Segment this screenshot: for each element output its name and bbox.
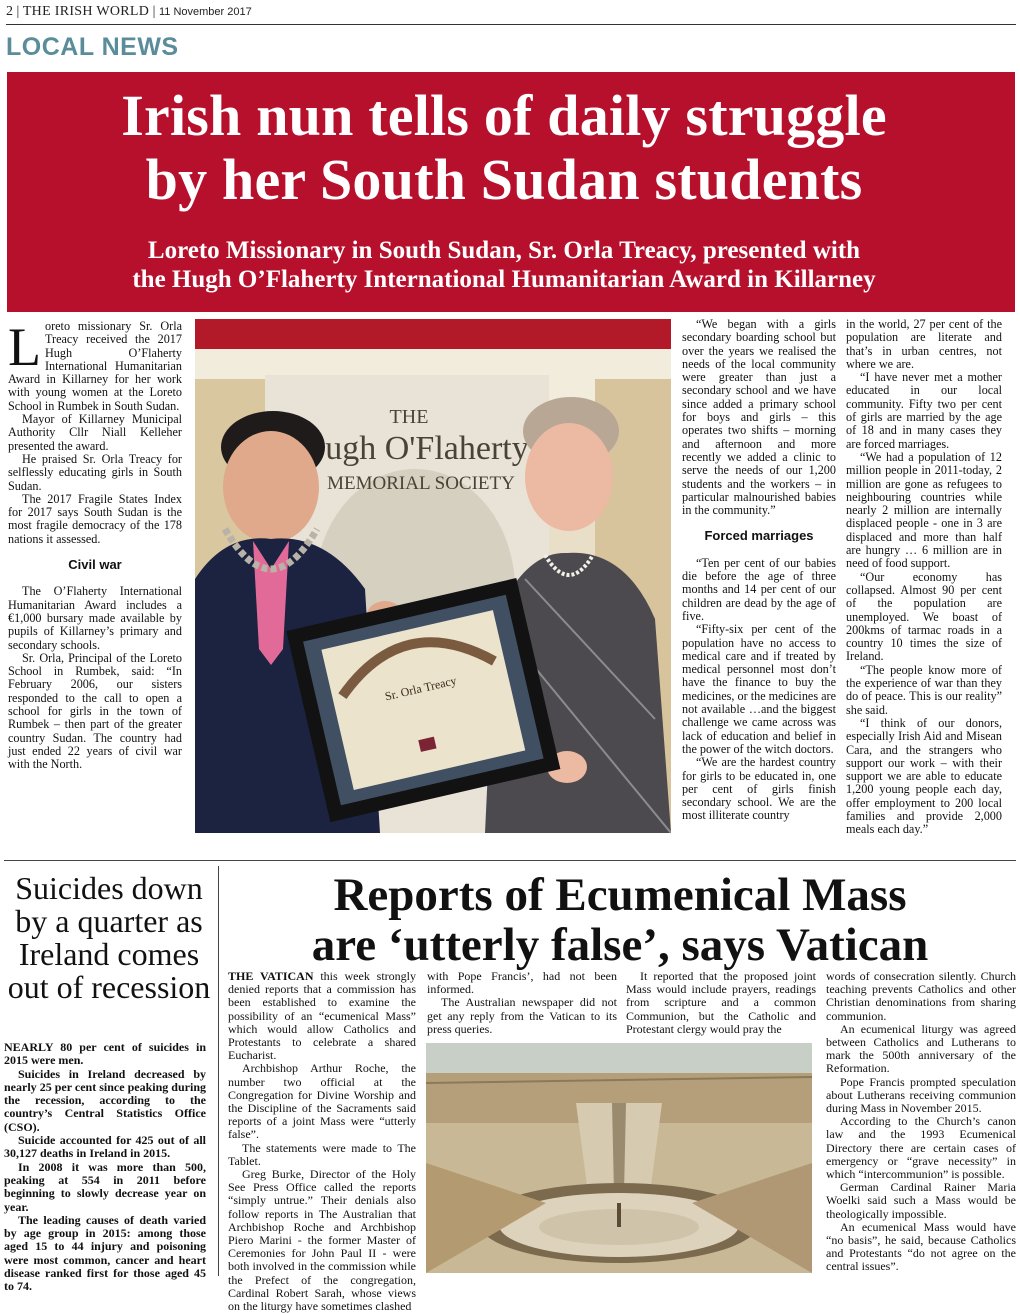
certificate-name: Sr. Orla Treacy <box>383 673 458 704</box>
award-photo <box>195 319 671 833</box>
lead-subheadline-line: Loreto Missionary in South Sudan, Sr. Orla Treacy, presented with <box>147 237 861 264</box>
article-paragraph: German Cardinal Rainer Maria Woelki said such a Mass would be theologically impossible. <box>826 1180 1016 1221</box>
article-paragraph: “Fifty-six per cent of the population have no access to medical care and if treated by medical personnel most don’t have the finance to buy the medicines, or the medicines are not available …and the biggest challenge we came across was lack of education and belief in the power of the witch doctors. <box>682 622 836 756</box>
story-divider <box>4 860 1016 861</box>
award-photo-illustration <box>195 319 671 833</box>
section-label: LOCAL NEWS <box>6 33 179 61</box>
article-paragraph: The leading causes of death varied by age group in 2015: among those aged 15 to 44 injury and poisoning were most common, cancer and heart disease ranked first for those aged 45 to 74. <box>4 1212 206 1294</box>
vatican-headline <box>230 870 1010 970</box>
article-paragraph: “Ten per cent of our babies die before the age of three months and 14 per cent of our children are dead by the age of five. <box>682 555 836 623</box>
article-paragraph: According to the Church’s canon law and the 1993 Ecumenical Directory there are certain cases of emergency or “grave necessity” in which “intercommunion” is possible. <box>826 1114 1016 1182</box>
article-paragraph: Greg Burke, Director of the Holy See Press Office called the reports “simply untrue.” Their denials also follow reports in The Australian that Archbishop Roche and Archbishop Piero Marini - the former Master of Ceremonies for John Paul II - were both involved in the commission while the Prefect of the congregation, Cardinal Robert Sarah, whose views on the liturgy have sometimes clashed <box>228 1167 416 1313</box>
publication-name: THE IRISH WORLD <box>22 4 150 19</box>
masthead-separator: | <box>152 4 156 19</box>
page-number: 2 <box>6 4 13 19</box>
lead-headline-line: Irish nun tells of daily struggle <box>121 83 887 148</box>
lead-subheadline-line: the Hugh O’Flaherty International Humanitarian Award in Killarney <box>132 266 876 293</box>
article-paragraph: Archbishop Arthur Roche, the number two official at the Congregation for Divine Worship and the Discipline of the Sacraments said reports of a joint Mass were “utterly false”. <box>228 1061 416 1142</box>
article-lead-text: this week strongly denied reports that a commission has been established to examine the possibility of an “ecumenical Mass” which would allow Catholics and Protestants to celebrate a shared Eucharist. <box>228 969 416 1063</box>
article-paragraph: in the world, 27 per cent of the population are literate and that’s in urban centres, not where we are. <box>846 317 1002 371</box>
masthead <box>6 4 1016 26</box>
article-kicker: THE VATICAN <box>228 969 314 983</box>
article-paragraph: Mayor of Killarney Municipal Authority Cllr Niall Kelleher presented the award. <box>8 412 182 453</box>
article-paragraph: “The people know more of the experience of war than they do of peace. This is our reality” she said. <box>846 662 1002 717</box>
lead-headline <box>0 84 1008 212</box>
vatican-photo-illustration <box>426 1043 812 1273</box>
issue-date: 11 November 2017 <box>158 6 252 18</box>
article-paragraph: “Our economy has collapsed. Almost 90 per cent of the population are unemployed. We boast of 200kms of tarmac roads in a country 10 times the size of Ireland. <box>846 569 1002 664</box>
vatican-column-1 <box>228 970 416 1313</box>
article-subheading: Forced marriages <box>704 528 814 544</box>
vatican-column-2 <box>427 970 617 1036</box>
masthead-rule <box>6 24 1016 25</box>
side-story-body <box>4 1041 206 1294</box>
article-paragraph: The statements were made to The Tablet. <box>228 1140 416 1168</box>
drop-cap: L <box>8 317 41 377</box>
vatican-column-3 <box>626 970 816 1036</box>
article-paragraph <box>228 970 416 1062</box>
vatican-square-photo <box>426 1043 812 1273</box>
lead-column-3 <box>682 318 836 823</box>
article-paragraph: “I think of our donors, especially Irish Aid and Misean Cara, and the strangers who support our work – with their support we are able to educate 1,200 young people each day, offer employment to 200 local families and provide 2,000 meals each day.” <box>846 715 1002 837</box>
article-paragraph: NEARLY 80 per cent of suicides in 2015 were men. <box>4 1040 206 1068</box>
article-paragraph: with Pope Francis’, had not been informed. <box>427 969 617 997</box>
article-paragraph: “I have never met a mother educated in our local community. Fifty two per cent of girls are married by the age of 18 and in many cases they are forced marriages. <box>846 370 1002 451</box>
banner-the-text: THE <box>389 406 429 428</box>
banner-name-text: ugh O'Flaherty <box>325 430 529 467</box>
article-paragraph: The 2017 Fragile States Index for 2017 says South Sudan is the most fragile democracy of the 178 nations it assessed. <box>8 491 182 546</box>
lead-column-4 <box>846 318 1002 837</box>
article-paragraph: “We are the hardest country for girls to be educated in, one per cent of girls finish secondary school. We are the most illiterate country <box>682 755 836 823</box>
masthead-separator: | <box>16 4 20 19</box>
article-paragraph: The O’Flaherty International Humanitarian Award includes a €1,000 bursary made available by pupils of Killarney’s primary and secondary schools. <box>8 584 182 652</box>
article-paragraph: Sr. Orla, Principal of the Loreto School in Rumbek, said: “In February 2006, our sisters responded to the call to open a school for girls in the town of Rumbek – then part of the greater country Sudan. The country had just ended 22 years of civil war with the North. <box>8 650 182 772</box>
article-paragraph: Suicide accounted for 425 out of all 30,127 deaths in Ireland in 2015. <box>4 1133 206 1161</box>
vatican-headline-line: are ‘utterly false’, says Vatican <box>311 919 929 971</box>
article-paragraph: words of consecration silently. Church teaching prevents Catholics and other Christian denominations from sharing communion. <box>826 969 1016 1023</box>
side-story-headline: Suicides down by a quarter as Ireland comes out of recession <box>7 870 211 1005</box>
lead-headline-line: by her South Sudan students <box>145 147 863 212</box>
article-paragraph: In 2008 it was more than 500, peaking at 554 in 2011 before beginning to slowly decrease year on year. <box>4 1159 206 1214</box>
vatican-headline-line: Reports of Ecumenical Mass <box>333 869 907 921</box>
article-paragraph: An ecumenical liturgy was agreed between Catholics and Lutherans to mark the 500th anniversary of the Reformation. <box>826 1021 1016 1076</box>
article-paragraph: “We began with a girls secondary boarding school but over the years we realised the needs of the local community were greater than just a secondary school and we have since added a primary school for boys and girls – this operates two shifts – morning and afternoon and more recently we added a clinic to serve the needs of our 1,200 students and the workers – in particular malnourished babies in the community.” <box>682 317 836 518</box>
vatican-column-4 <box>826 970 1016 1274</box>
article-paragraph: oreto missionary Sr. Orla Treacy received the 2017 Hugh O’Flaherty International Humanitarian Award in Killarney for her work with young women at the Loreto School in Rumbek in South Sudan. <box>8 319 182 413</box>
article-paragraph: An ecumenical Mass would have “no basis”, he said, because Catholics and Protestants “do not agree on the central issues”. <box>826 1219 1016 1274</box>
article-paragraph: He praised Sr. Orla Treacy for selflessly educating girls in South Sudan. <box>8 451 182 493</box>
article-paragraph: It reported that the proposed joint Mass would include prayers, readings from scripture and a common Communion, but the Catholic and Protestant clergy would pray the <box>626 969 816 1036</box>
article-subheading: Civil war <box>68 557 122 573</box>
lead-subheadline <box>0 236 1008 294</box>
article-paragraph: “We had a population of 12 million people in 2011-today, 2 million are gone as refugees to neighbouring countries while nearly 2 million are internally displaced people - one in 3 are displaced and more than half are hungry … 6 million are in need of food support. <box>846 449 1002 571</box>
banner-society-text: MEMORIAL SOCIETY <box>327 473 515 494</box>
article-paragraph: Suicides in Ireland decreased by nearly 25 per cent since peaking during the recession, according to the country’s Central Statistics Office (CSO). <box>4 1066 206 1134</box>
lead-column-1 <box>8 317 182 772</box>
article-paragraph: Pope Francis prompted speculation about Lutherans receiving communion during Mass in November 2015. <box>826 1074 1016 1116</box>
article-paragraph: The Australian newspaper did not get any reply from the Vatican to its press queries. <box>427 995 617 1036</box>
column-divider <box>218 866 219 1276</box>
